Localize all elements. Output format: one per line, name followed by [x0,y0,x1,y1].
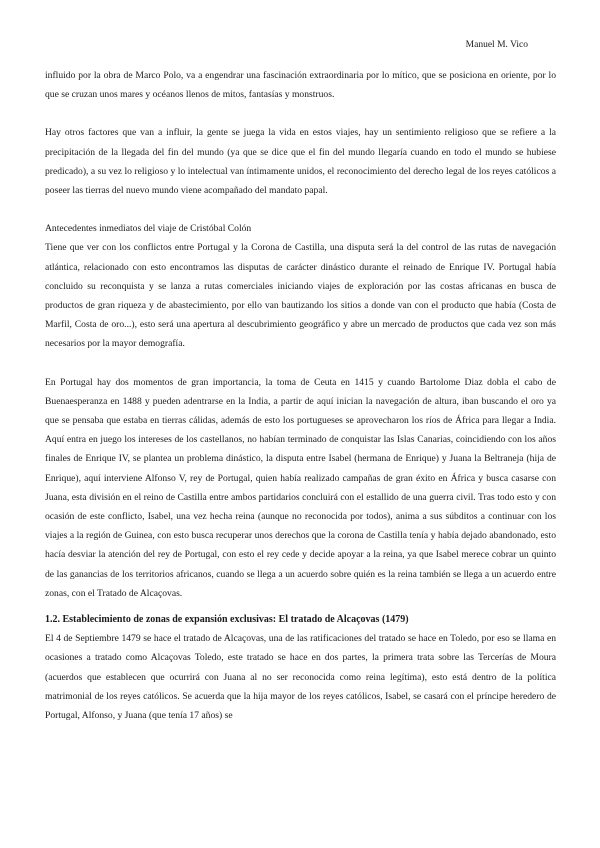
section-heading: 1.2. Establecimiento de zonas de expansión exclusivas: El tratado de Alcaçovas (1479) [45,614,409,626]
paragraph-intro: influido por la obra de Marco Polo, va a engendrar una fascinación extraordinaria por lo mítico, que se posiciona en oriente, por lo que se cruzan unos mares y océanos llenos de mitos, fantasías y monstruos. [45,70,556,101]
subheading-antecedentes: Antecedentes inmediatos del viaje de Cristóbal Colón [45,223,252,235]
paragraph-portugal: En Portugal hay dos momentos de gran importancia, la toma de Ceuta en 1415 y cuando Bartolome Diaz dobla el cabo de Buenaesperanza en 1488 y pueden adentrarse en la India, a partir de aquí inician la navegación de altura, iban buscando el oro ya que se pensaba que estaba en tierras cálidas, además de esto los portugueses se aprovecharon los ríos de África para llegar a India. Aquí entra en juego los intereses de los castellanos, no habían terminado de conquistar las Islas Canarias, coincidiendo con los años finales de Enrique IV, se plantea un problema dinástico, la disputa entre Isabel (hermana de Enrique) y Juana la Beltraneja (hija de Enrique), aquí interviene Alfonso V, rey de Portugal, quien había realizado campañas de gran éxito en África y busca casarse con Juana, esta división en el reino de Castilla entre ambos partidarios concluirá con el estallido de una guerra civil. Tras todo esto y con ocasión de este conflicto, Isabel, una vez hecha reina (aunque no reconocida por todos), anima a sus súbditos a continuar con los viajes a la región de Guinea, con esto busca recuperar unos derechos que la corona de Castilla tenía y había dejado abandonado, esto hacía desviar la atención del rey de Portugal, con esto el rey cede y decide apoyar a la reina, ya que Isabel merece cobrar un quinto de las ganancias de los territorios africanos, cuando se llega a un acuerdo sobre quién es la reina también se llega a un acuerdo entre zonas, con el Tratado de Alcaçovas. [45,376,556,599]
paragraph-other-factors: Hay otros factores que van a influir, la gente se juega la vida en estos viajes, hay un sentimiento religioso que se refiere a la precipitación de la llegada del fin del mundo (ya que se dice que el fin del mundo llegaría cuando en todo el mundo se hubiese predicado), a su vez lo religioso y lo intelectual van íntimamente unidos, el reconocimiento del derecho legal de los reyes católicos a poseer las tierras del nuevo mundo viene acompañado del mandato papal. [45,127,556,197]
page-body [45,66,556,725]
header-author: Manuel M. Vico [465,40,528,50]
paragraph-treaty: El 4 de Septiembre 1479 se hace el tratado de Alcaçovas, una de las ratificaciones del tratado se hace en Toledo, por eso se llama en ocasiones a tratado como Alcaçovas Toledo, este tratado se hace en dos partes, la primera trata sobre las Tercerías de Moura (acuerdos que establecen que ocurrirá con Juana al no ser reconocida como reina legítima), esto está dentro de la política matrimonial de los reyes católicos. Se acuerda que la hija mayor de los reyes católicos, Isabel, se casará con el príncipe heredero de Portugal, Alfonso, y Juana (que tenía 17 años) se [45,633,556,722]
paragraph-conflicts: Tiene que ver con los conflictos entre Portugal y la Corona de Castilla, una disputa será la del control de las rutas de navegación atlántica, relacionado con esto encontramos las disputas de carácter dinástico durante el reinado de Enrique IV. Portugal había concluido su reconquista y se lanza a rutas comerciales iniciando viajes de exploración por las costas africanas en busca de productos de gran riqueza y de abastecimiento, por ello van bautizando los sitios a donde van con el producto que había (Costa de Marfil, Costa de oro...), esto será una apertura al descubrimiento geográfico y abre un mercado de productos que cada vez son más necesarios por la mayor demografía. [45,242,556,350]
